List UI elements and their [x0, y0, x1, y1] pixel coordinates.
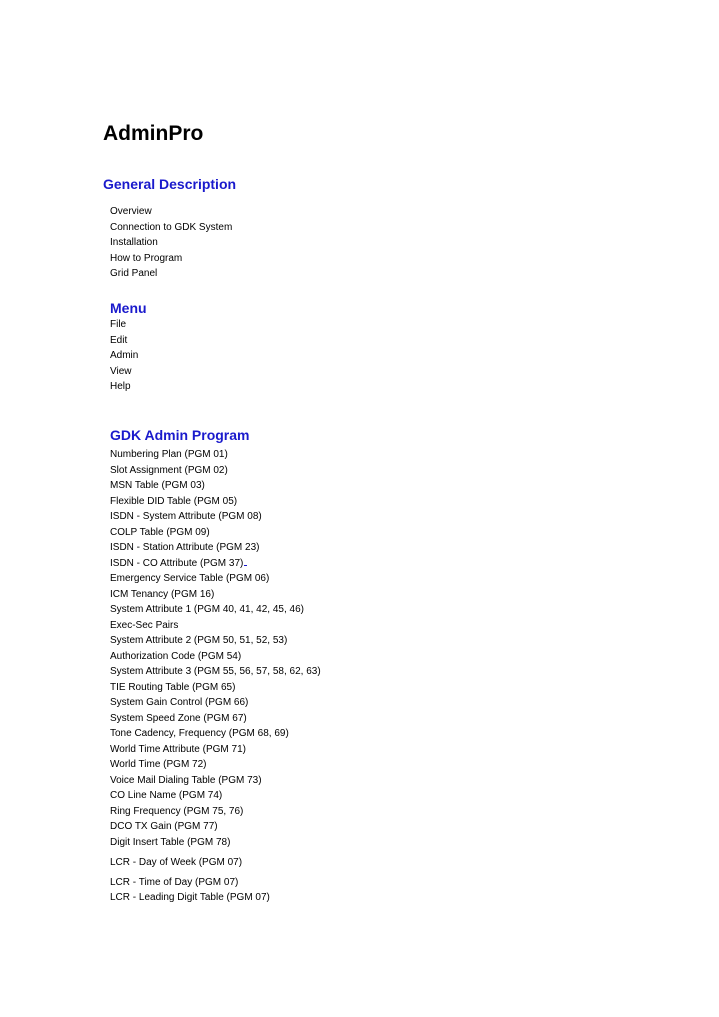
link-tone-cadency-frequency[interactable]: Tone Cadency, Frequency (PGM 68, 69) — [110, 728, 289, 739]
link-overview[interactable]: Overview — [110, 206, 152, 217]
link-system-attribute-1[interactable]: System Attribute 1 (PGM 40, 41, 42, 45, 46) — [110, 604, 304, 615]
link-ring-frequency[interactable]: Ring Frequency (PGM 75, 76) — [110, 805, 244, 817]
link-co-line-name[interactable]: CO Line Name (PGM 74) — [110, 790, 223, 801]
link-colp-table[interactable]: COLP Table (PGM 09) — [110, 526, 210, 538]
link-digit-insert-table[interactable]: Digit Insert Table (PGM 78) — [110, 836, 231, 848]
link-world-time[interactable]: World Time (PGM 72) — [110, 759, 207, 770]
link-connection-to-gdk-system[interactable]: Connection to GDK System — [110, 221, 233, 233]
link-system-attribute-2[interactable]: System Attribute 2 (PGM 50, 51, 52, 53) — [110, 635, 288, 646]
section-heading-menu: Menu — [110, 300, 147, 316]
link-underline-mark — [244, 557, 247, 566]
link-system-attribute-3[interactable]: System Attribute 3 (PGM 55, 56, 57, 58, 62, 63) — [110, 666, 321, 677]
link-slot-assignment[interactable]: Slot Assignment (PGM 02) — [110, 464, 228, 476]
gdk-admin-program-list — [110, 447, 321, 906]
general-description-list — [110, 204, 232, 282]
link-admin[interactable]: Admin — [110, 350, 139, 361]
link-edit[interactable]: Edit — [110, 334, 128, 346]
link-icm-tenancy[interactable]: ICM Tenancy (PGM 16) — [110, 588, 215, 600]
link-help[interactable]: Help — [110, 381, 131, 392]
link-dco-tx-gain[interactable]: DCO TX Gain (PGM 77) — [110, 821, 218, 832]
link-isdn-co-attribute[interactable] — [110, 556, 321, 572]
link-file[interactable]: File — [110, 319, 127, 330]
link-flexible-did-table[interactable]: Flexible DID Table (PGM 05) — [110, 495, 238, 507]
link-lcr-time-of-day[interactable]: LCR - Time of Day (PGM 07) — [110, 876, 239, 888]
link-system-speed-zone[interactable]: System Speed Zone (PGM 67) — [110, 712, 247, 724]
link-isdn-co-attribute-label: ISDN - CO Attribute (PGM 37) — [110, 557, 244, 569]
link-msn-table[interactable]: MSN Table (PGM 03) — [110, 480, 205, 491]
link-emergency-service-table[interactable]: Emergency Service Table (PGM 06) — [110, 573, 270, 584]
link-system-gain-control[interactable]: System Gain Control (PGM 66) — [110, 697, 249, 708]
link-grid-panel[interactable]: Grid Panel — [110, 268, 158, 279]
link-numbering-plan[interactable]: Numbering Plan (PGM 01) — [110, 449, 228, 460]
link-authorization-code[interactable]: Authorization Code (PGM 54) — [110, 650, 242, 662]
link-exec-sec-pairs[interactable]: Exec-Sec Pairs — [110, 619, 179, 631]
link-view[interactable]: View — [110, 365, 132, 377]
menu-list — [110, 317, 138, 395]
link-lcr-day-of-week[interactable]: LCR - Day of Week (PGM 07) — [110, 857, 243, 868]
link-lcr-leading-digit-table[interactable]: LCR - Leading Digit Table (PGM 07) — [110, 892, 270, 903]
link-world-time-attribute[interactable]: World Time Attribute (PGM 71) — [110, 743, 246, 755]
link-installation[interactable]: Installation — [110, 237, 158, 248]
link-tie-routing-table[interactable]: TIE Routing Table (PGM 65) — [110, 681, 236, 693]
link-how-to-program[interactable]: How to Program — [110, 252, 183, 264]
section-heading-gdk-admin-program: GDK Admin Program — [110, 427, 250, 443]
link-isdn-station-attribute[interactable]: ISDN - Station Attribute (PGM 23) — [110, 542, 260, 553]
link-isdn-system-attribute[interactable]: ISDN - System Attribute (PGM 08) — [110, 511, 262, 522]
link-voice-mail-dialing-table[interactable]: Voice Mail Dialing Table (PGM 73) — [110, 774, 262, 786]
page-title: AdminPro — [103, 122, 204, 145]
section-heading-general-description: General Description — [103, 176, 237, 192]
